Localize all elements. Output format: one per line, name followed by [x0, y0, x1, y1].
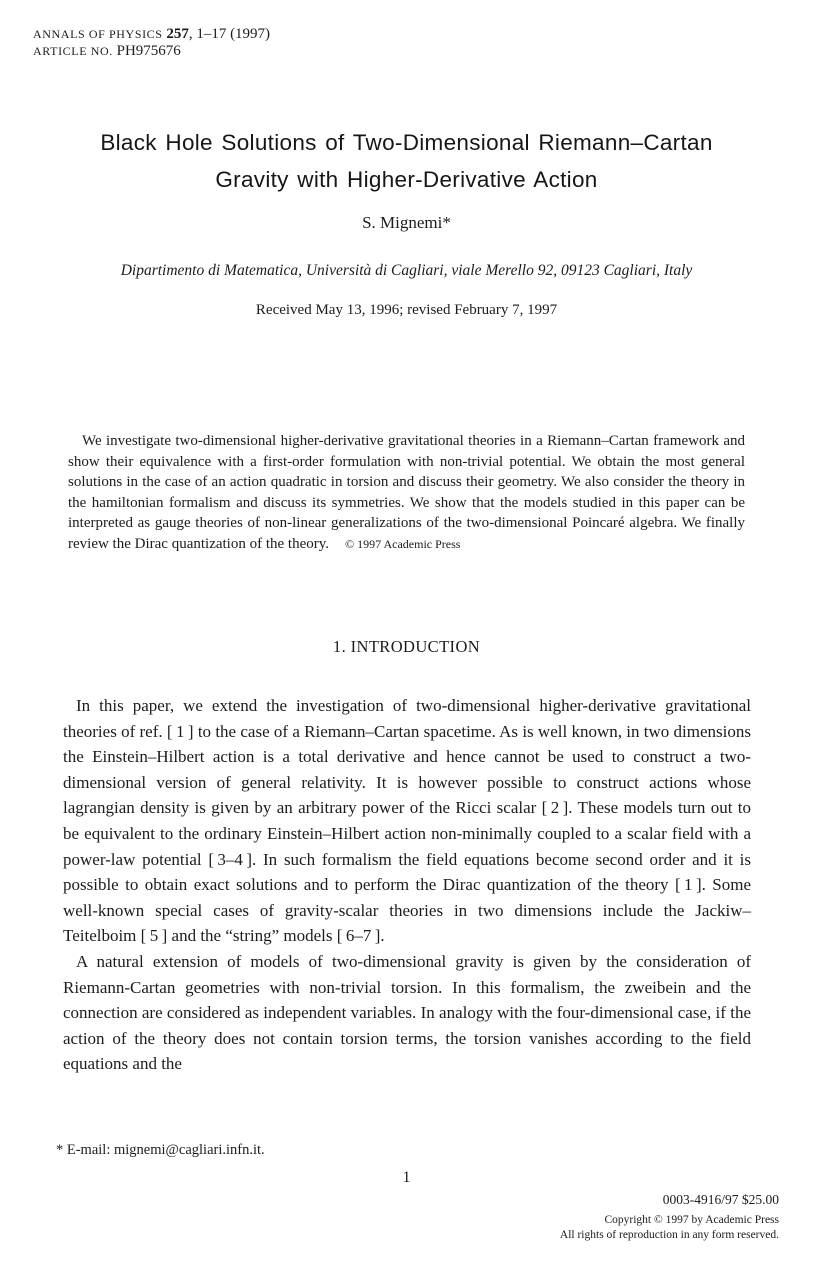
author-affiliation: Dipartimento di Matematica, Università di Cagliari, viale Merello 92, 09123 Cagliari, Italy [120, 262, 693, 279]
paper-title: Black Hole Solutions of Two-Dimensional Riemann–Cartan Gravity with Higher-Derivative Action [100, 130, 713, 192]
paragraph-1: In this paper, we extend the investigation of two-dimensional higher-derivative gravitational theories of ref. [ 1 ] to the case of a Riemann–Cartan spacetime. As is well known, in two dimensions the Einstein–Hilbert action is a total derivative and hence cannot be used to construct a two-dimensional version of general relativity. It is however possible to construct actions whose lagrangian density is given by an arbitrary power of the Ricci scalar [ 2 ]. These models turn out to be equivalent to the ordinary Einstein–Hilbert action non-minimally coupled to a scalar field with a power-law potential [ 3–4 ]. In such formalism the field equations become second order and it is possible to obtain exact solutions and to perform the Dirac quantization of the theory [ 1 ]. Some well-known special cases of gravity-scalar theories in two dimensions include the Jackiw–Teitelboim [ 5 ] and the “string” models [ 6–7 ]. [63, 696, 751, 946]
journal-name: ANNALS OF PHYSICS [33, 27, 163, 41]
journal-issue-info: , 1–17 (1997) [188, 26, 271, 42]
page-number: 1 [402, 1169, 411, 1186]
paragraph-2: A natural extension of models of two-dimensional gravity is given by the consideration of Riemann-Cartan geometries with non-trivial torsion. In this formalism, the zweibein and the connection are considered as independent variables. In analogy with the four-dimensional case, if the action of the theory does not contain torsion terms, the torsion vanishes according to the field equations and the [63, 951, 751, 1074]
article-number-label: ARTICLE NO. [33, 44, 113, 58]
journal-header-line1 [33, 26, 270, 43]
section-heading-introduction: 1. INTRODUCTION [332, 637, 481, 656]
journal-header-line2 [33, 43, 270, 60]
abstract-copyright: © 1997 Academic Press [345, 536, 461, 551]
issn-price-line: 0003-4916/97 $25.00 [662, 1192, 779, 1207]
journal-header [33, 26, 270, 60]
abstract [68, 431, 745, 555]
abstract-text: We investigate two-dimensional higher-derivative gravitational theories in a Riemann–Cartan framework and show their equivalence with a first-order formulation with non-trivial potential. We obtain the most general solutions in the case of an action quadratic in torsion and discuss their geometry. We also consider the theory in the hamiltonian formalism and discuss its symmetries. We show that the models studied in this paper can be interpreted as gauge theories of non-linear generalizations of the two-dimensional Poincaré algebra. We finally review the Dirac quantization of the theory. [68, 433, 745, 552]
rights-line: All rights of reproduction in any form reserved. [559, 1228, 779, 1241]
journal-volume: 257 [166, 26, 189, 42]
footnote-email: * E-mail: mignemi@cagliari.infn.it. [56, 1142, 265, 1158]
received-dates: Received May 13, 1996; revised February 7, 1997 [255, 302, 558, 318]
introduction-body [63, 693, 751, 1077]
author-name: S. Mignemi* [362, 213, 451, 232]
copyright-line: Copyright © 1997 by Academic Press [604, 1214, 779, 1226]
copyright-block [560, 1192, 779, 1242]
article-number: PH975676 [116, 43, 181, 59]
